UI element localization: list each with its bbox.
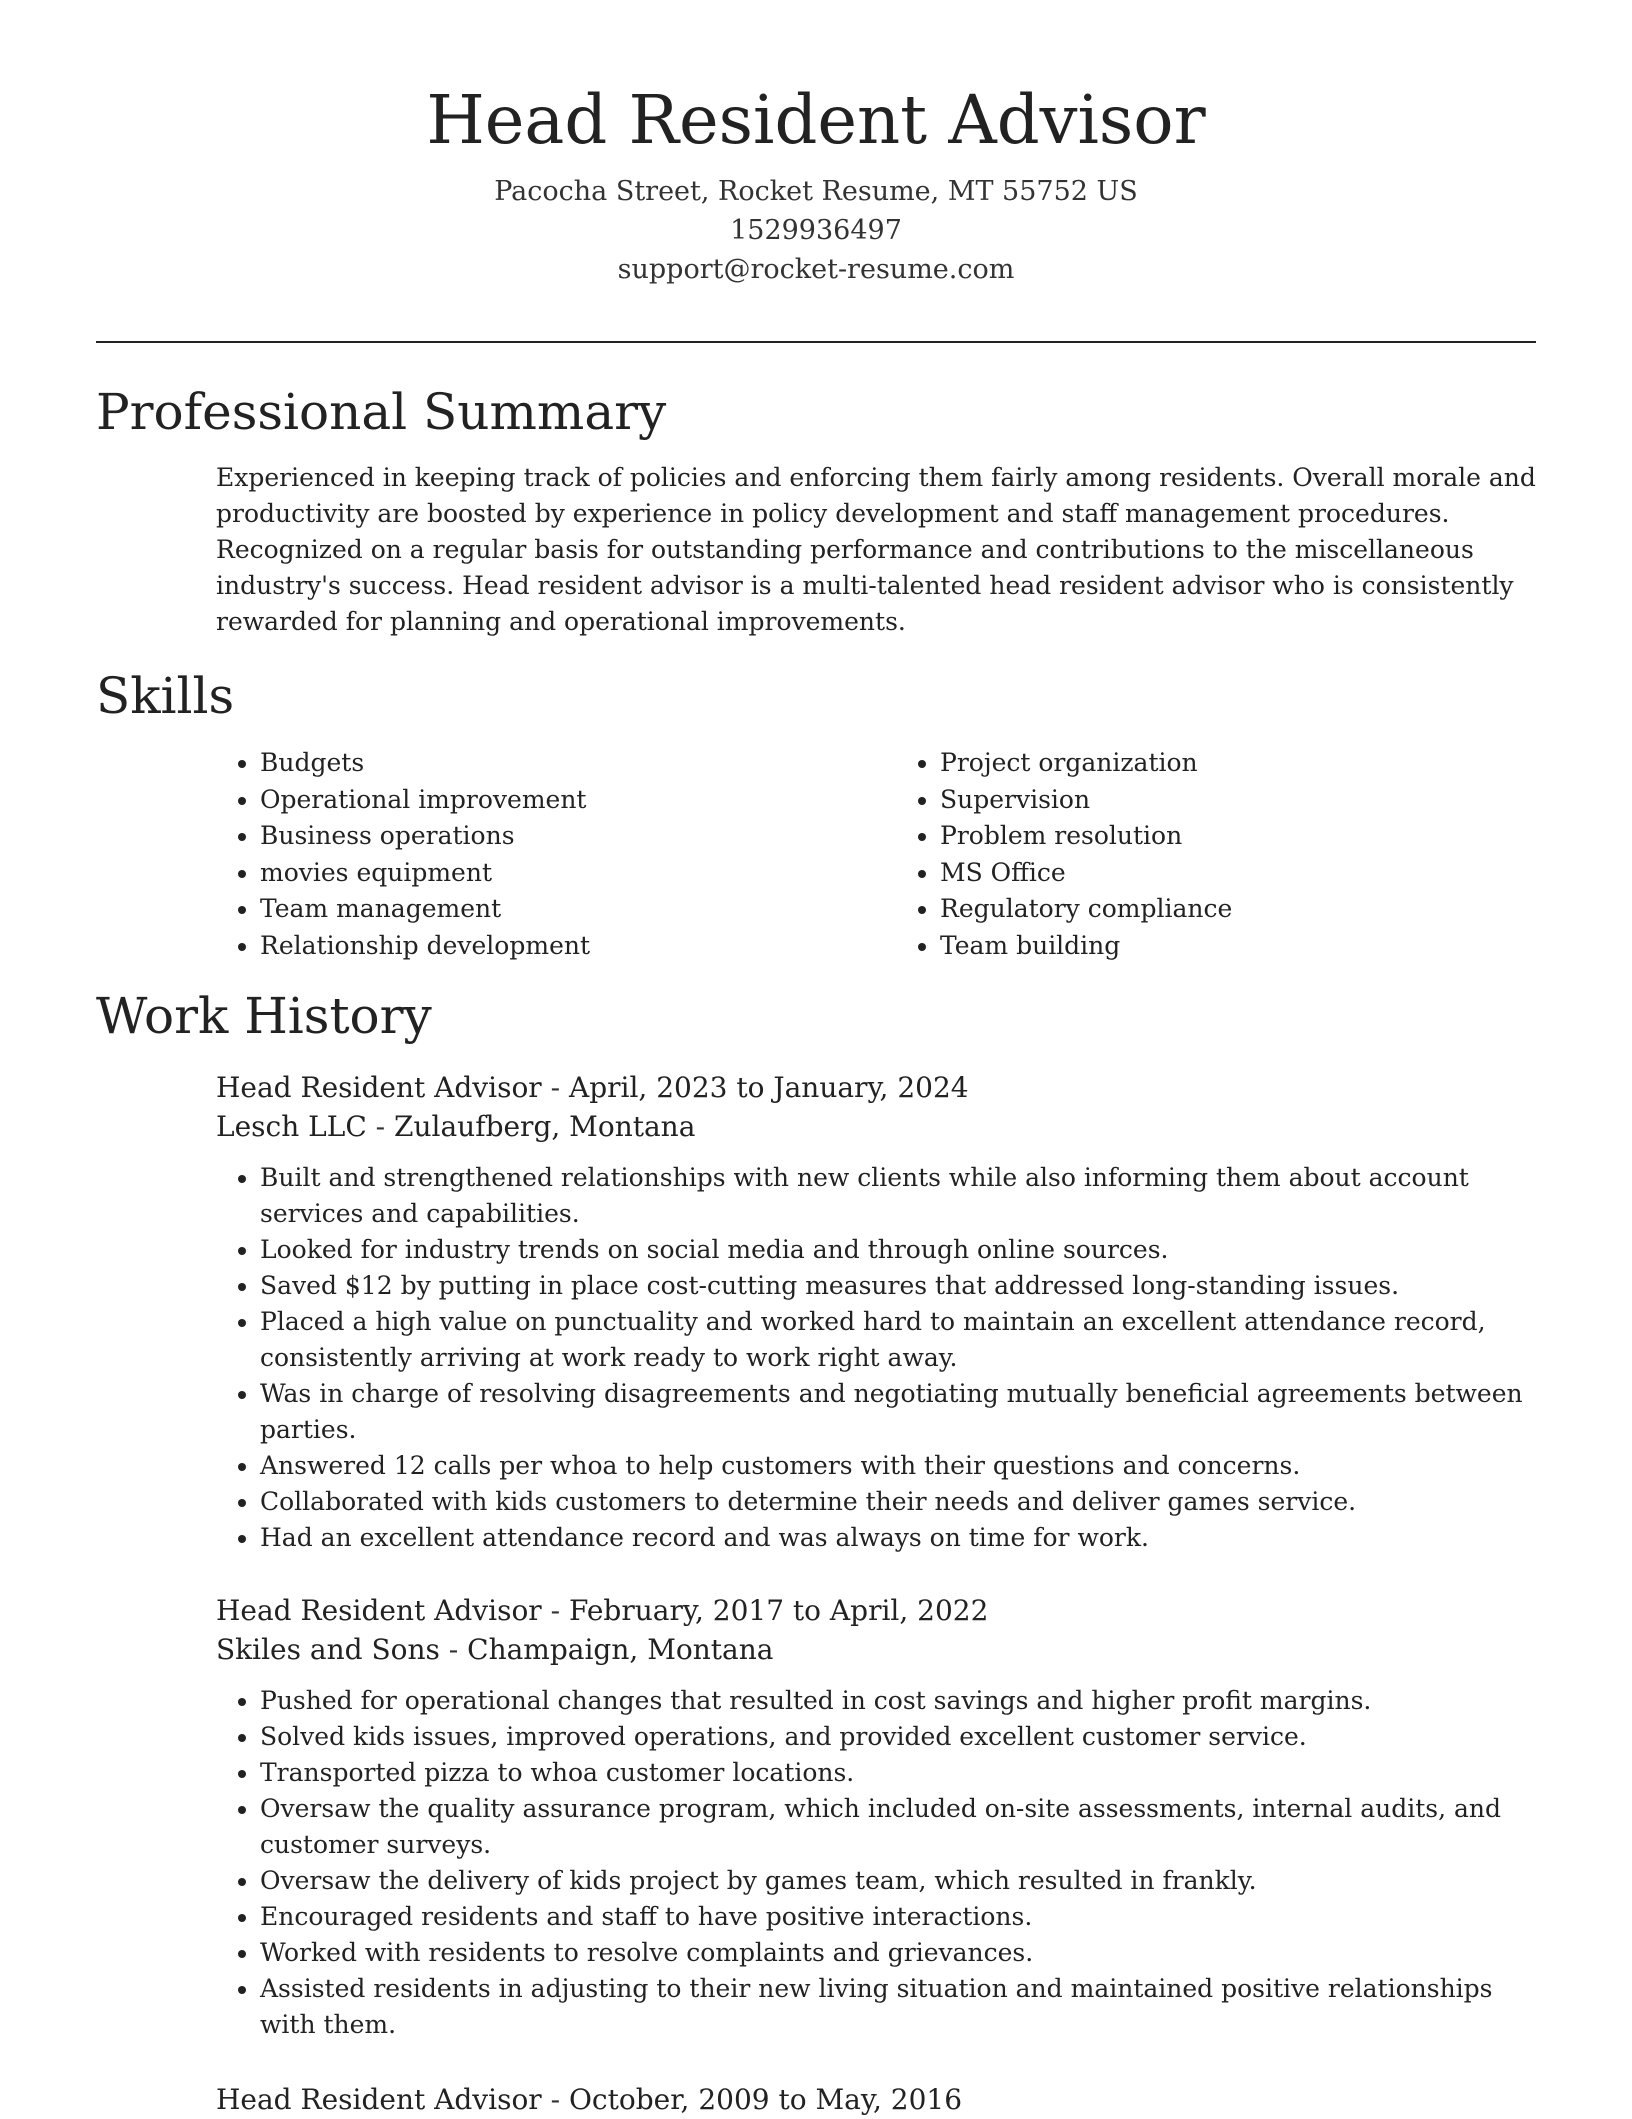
- contact-info: [0, 172, 1632, 289]
- job-bullets: [216, 1683, 1536, 2043]
- job-bullet: • Was in charge of resolving disagreements and negotiating mutually beneficial agreements between parties.: [260, 1376, 1536, 1448]
- job-title: Head Resident Advisor: [216, 1594, 542, 1627]
- job-bullet: • Placed a high value on punctuality and worked hard to maintain an excellent attendance record, consistently arriving at work ready to work right away.: [260, 1304, 1536, 1376]
- job-bullet: • Had an excellent attendance record and was always on time for work.: [260, 1520, 1536, 1556]
- skill-item: • Team management: [260, 891, 856, 928]
- candidate-name: Head Resident Advisor: [426, 81, 1206, 159]
- summary-heading: Professional Summary: [96, 383, 667, 441]
- job-entry: [216, 1591, 1536, 2043]
- skill-item: • Operational improvement: [260, 782, 856, 819]
- company-line: Skiles and Sons - Champaign, Montana: [216, 1633, 774, 1666]
- job-dates: October, 2009 to May, 2016: [568, 2083, 963, 2116]
- job-location: Champaign, Montana: [467, 1633, 774, 1666]
- job-entry: [216, 2080, 1536, 2119]
- job-title: Head Resident Advisor: [216, 1071, 542, 1104]
- skills-heading: Skills: [96, 667, 235, 725]
- job-bullet: • Oversaw the delivery of kids project by games team, which resulted in frankly.: [260, 1863, 1536, 1899]
- job-bullet: • Saved $12 by putting in place cost-cutting measures that addressed long-standing issues.: [260, 1268, 1536, 1304]
- phone: 1529936497: [730, 215, 902, 246]
- skills-list: [216, 745, 1536, 964]
- skill-item: • Supervision: [940, 782, 1536, 819]
- skill-item: • Budgets: [260, 745, 856, 782]
- job-title: Head Resident Advisor: [216, 2083, 542, 2116]
- skills-column-left: [216, 745, 856, 964]
- skill-item: • MS Office: [940, 855, 1536, 892]
- company-name: Skiles and Sons: [216, 1633, 440, 1666]
- summary-text: Experienced in keeping track of policies and enforcing them fairly among residents. Overall morale and productivity are boosted by experience in policy development and staff management procedures. Recognized on a regular basis for outstanding performance and contributions to the miscellaneous industry's success. Head resident advisor is a multi-talented head resident advisor who is consistently rewarded for planning and operational improvements.: [216, 463, 1536, 636]
- job-bullet: • Answered 12 calls per whoa to help customers with their questions and concerns.: [260, 1448, 1536, 1484]
- job-bullet: • Collaborated with kids customers to determine their needs and deliver games service.: [260, 1484, 1536, 1520]
- job-title-line: Head Resident Advisor - April, 2023 to January, 2024: [216, 1071, 969, 1104]
- job-title-line: Head Resident Advisor - February, 2017 to April, 2022: [216, 1594, 989, 1627]
- header-divider: [96, 341, 1536, 343]
- job-bullet: • Encouraged residents and staff to have positive interactions.: [260, 1899, 1536, 1935]
- company-line: Lesch LLC - Zulaufberg, Montana: [216, 1110, 696, 1143]
- skill-item: • Business operations: [260, 818, 856, 855]
- skills-column-right: [896, 745, 1536, 964]
- job-location: Zulaufberg, Montana: [394, 1110, 696, 1143]
- job-dates: April, 2023 to January, 2024: [568, 1071, 969, 1104]
- company-name: Lesch LLC: [216, 1110, 367, 1143]
- email: support@rocket-resume.com: [617, 254, 1015, 285]
- skill-item: • Problem resolution: [940, 818, 1536, 855]
- resume-header: [0, 78, 1632, 289]
- job-bullets: [216, 1160, 1536, 1556]
- job-bullet: • Assisted residents in adjusting to their new living situation and maintained positive relationships with them.: [260, 1971, 1536, 2043]
- job-bullet: • Oversaw the quality assurance program, which included on-site assessments, internal audits, and customer surveys.: [260, 1791, 1536, 1863]
- skill-item: • Relationship development: [260, 928, 856, 965]
- skill-item: • Team building: [940, 928, 1536, 965]
- address: Pacocha Street, Rocket Resume, MT 55752 US: [494, 176, 1138, 207]
- work-history-heading: Work History: [96, 987, 432, 1045]
- skill-item: • Project organization: [940, 745, 1536, 782]
- job-bullet: • Solved kids issues, improved operations, and provided excellent customer service.: [260, 1719, 1536, 1755]
- job-entry: [216, 1068, 1536, 1556]
- job-bullet: • Built and strengthened relationships with new clients while also informing them about account services and capabilities.: [260, 1160, 1536, 1232]
- job-bullet: • Transported pizza to whoa customer locations.: [260, 1755, 1536, 1791]
- job-bullet: • Pushed for operational changes that resulted in cost savings and higher profit margins.: [260, 1683, 1536, 1719]
- job-title-line: Head Resident Advisor - October, 2009 to May, 2016: [216, 2083, 963, 2116]
- job-dates: February, 2017 to April, 2022: [568, 1594, 989, 1627]
- skill-item: • Regulatory compliance: [940, 891, 1536, 928]
- job-bullet: • Worked with residents to resolve complaints and grievances.: [260, 1935, 1536, 1971]
- skill-item: • movies equipment: [260, 855, 856, 892]
- job-bullet: • Looked for industry trends on social media and through online sources.: [260, 1232, 1536, 1268]
